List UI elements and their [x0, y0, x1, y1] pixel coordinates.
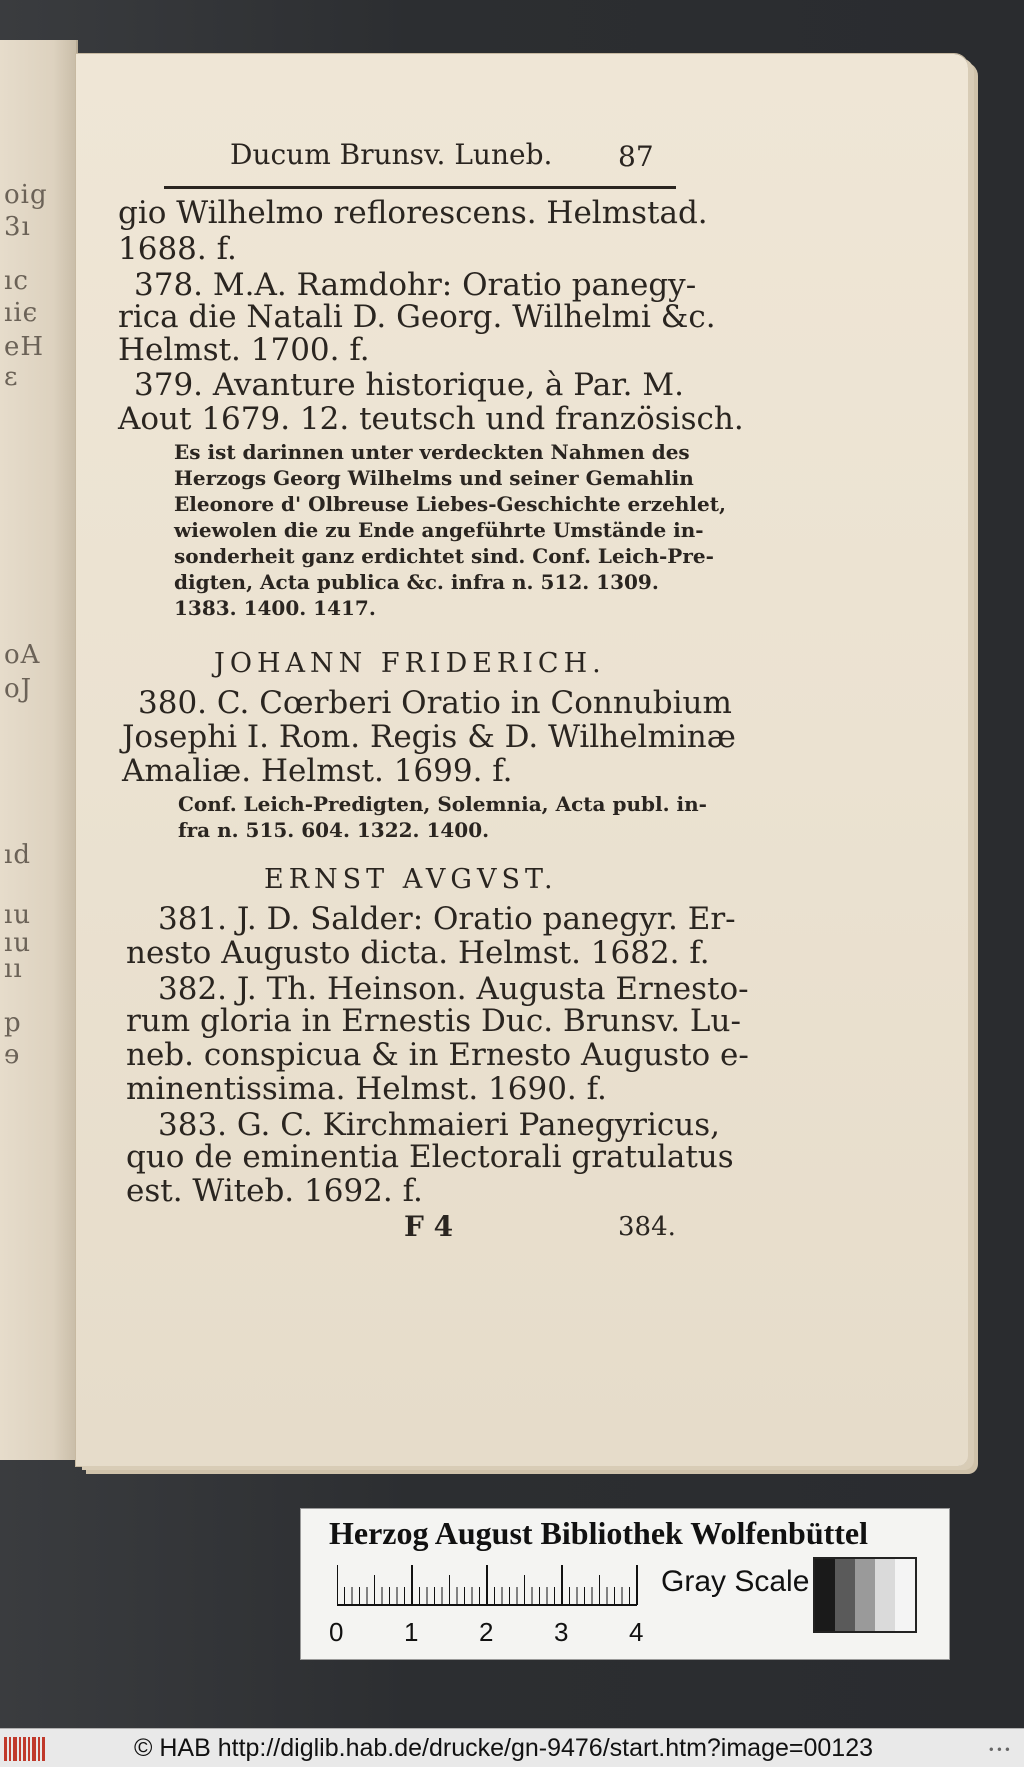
copyright-url[interactable]: © HAB http://diglib.hab.de/drucke/gn-9476/start.htm?image=00123	[134, 1734, 874, 1762]
mirrored-text-fragment: p	[4, 1008, 22, 1038]
gray-swatch	[835, 1559, 855, 1631]
ruler-number: 0	[329, 1617, 344, 1647]
mirrored-text-fragment: ıu	[4, 928, 32, 958]
header-rule	[164, 186, 676, 189]
page-number: 87	[618, 140, 654, 173]
entry-380: 380. C. Cœrberi Oratio in Connubium	[138, 685, 732, 721]
ruler-number: 4	[629, 1617, 644, 1647]
mirrored-text-fragment: oA	[4, 640, 41, 670]
mirrored-text-fragment: ıс	[4, 266, 29, 296]
note-line: Conf. Leich-Predigten, Solemnia, Acta publ. in-	[178, 792, 707, 816]
gray-scale-swatches	[813, 1557, 917, 1633]
signature-mark: F 4	[404, 1210, 454, 1243]
text-line: Helmst. 1700. f.	[118, 332, 370, 368]
gray-swatch	[855, 1559, 875, 1631]
text-line: quo de eminentia Electorali gratulatus	[126, 1139, 734, 1175]
running-header	[118, 130, 678, 182]
text-line: rum gloria in Ernestis Duc. Brunsv. Lu-	[126, 1003, 741, 1039]
gray-swatch	[895, 1559, 915, 1631]
ruler-number: 1	[404, 1617, 419, 1647]
entry-383: 383. G. C. Kirchmaieri Panegyricus,	[158, 1107, 720, 1143]
catchword: 384.	[618, 1212, 676, 1242]
mirrored-text-fragment: oJ	[4, 674, 33, 704]
ruler-number: 2	[479, 1617, 494, 1647]
section-heading-ernst-august: ERNST AVGVST.	[264, 864, 558, 895]
note-line: sonderheit ganz erdichtet sind. Conf. Leich-Pre-	[174, 544, 714, 568]
note-line: Es ist darinnen unter verdeckten Nahmen des	[174, 440, 690, 464]
mirrored-text-fragment: 3ı	[4, 212, 31, 242]
mirrored-text-fragment: oig	[4, 180, 48, 210]
gray-scale-label: Gray Scale	[661, 1565, 810, 1598]
note-line: wiewolen die zu Ende angeführte Umstände in-	[174, 518, 704, 542]
entry-378: 378. M.A. Ramdohr: Oratio panegy-	[134, 267, 697, 303]
footer-bar	[0, 1728, 1024, 1767]
text-line: neb. conspicua & in Ernesto Augusto e-	[126, 1037, 749, 1073]
text-line: gio Wilhelmo reflorescens. Helmstad.	[118, 195, 708, 231]
text-line: rica die Natali D. Georg. Wilhelmi &c.	[118, 299, 716, 335]
note-line: Eleonore d' Olbreuse Liebes-Geschichte erzehlet,	[174, 492, 726, 516]
page-text-block	[118, 130, 749, 1243]
note-line: Herzogs Georg Wilhelms und seiner Gemahlin	[174, 466, 694, 490]
gray-swatch	[875, 1559, 895, 1631]
mirrored-text-fragment: ıiє	[4, 298, 39, 328]
library-name: Herzog August Bibliothek Wolfenbüttel	[329, 1515, 869, 1551]
text-line: Amaliæ. Helmst. 1699. f.	[122, 753, 513, 789]
note-line: digten, Acta publica &c. infra n. 512. 1309.	[174, 570, 659, 594]
ruler-scale	[337, 1565, 647, 1625]
running-title: Ducum Brunsv. Luneb.	[230, 138, 553, 171]
text-line: nesto Augusto dicta. Helmst. 1682. f.	[126, 935, 710, 971]
text-line: Josephi I. Rom. Regis & D. Wilhelminæ	[122, 719, 736, 755]
text-line: Aout 1679. 12. teutsch und französisch.	[118, 401, 744, 437]
mirrored-text-fragment: ıd	[4, 840, 31, 870]
ruler-number: 3	[554, 1617, 569, 1647]
mirrored-text-fragment: ɘ	[4, 1040, 21, 1070]
hab-logo-icon	[4, 1737, 48, 1761]
mirrored-text-fragment: ɛ	[4, 362, 19, 392]
note-line: fra n. 515. 604. 1322. 1400.	[178, 818, 490, 842]
previous-page-edge	[0, 40, 78, 1460]
entry-381: 381. J. D. Salder: Oratio panegyr. Er-	[158, 901, 736, 937]
more-dots-icon: •••	[987, 1743, 1012, 1757]
note-line: 1383. 1400. 1417.	[174, 596, 376, 620]
text-line: minentissima. Helmst. 1690. f.	[126, 1071, 607, 1107]
text-line: est. Witeb. 1692. f.	[126, 1173, 423, 1209]
section-heading-johann-friderich: JOHANN FRIDERICH.	[214, 648, 606, 679]
mirrored-text-fragment: ıı	[4, 954, 23, 984]
text-line: 1688. f.	[118, 231, 237, 267]
entry-379: 379. Avanture historique, à Par. M.	[134, 367, 684, 403]
gray-swatch	[815, 1559, 835, 1631]
mirrored-text-fragment: ıu	[4, 900, 32, 930]
entry-382: 382. J. Th. Heinson. Augusta Ernesto-	[158, 971, 749, 1007]
mirrored-text-fragment: eH	[4, 332, 45, 362]
library-color-card	[300, 1508, 950, 1660]
